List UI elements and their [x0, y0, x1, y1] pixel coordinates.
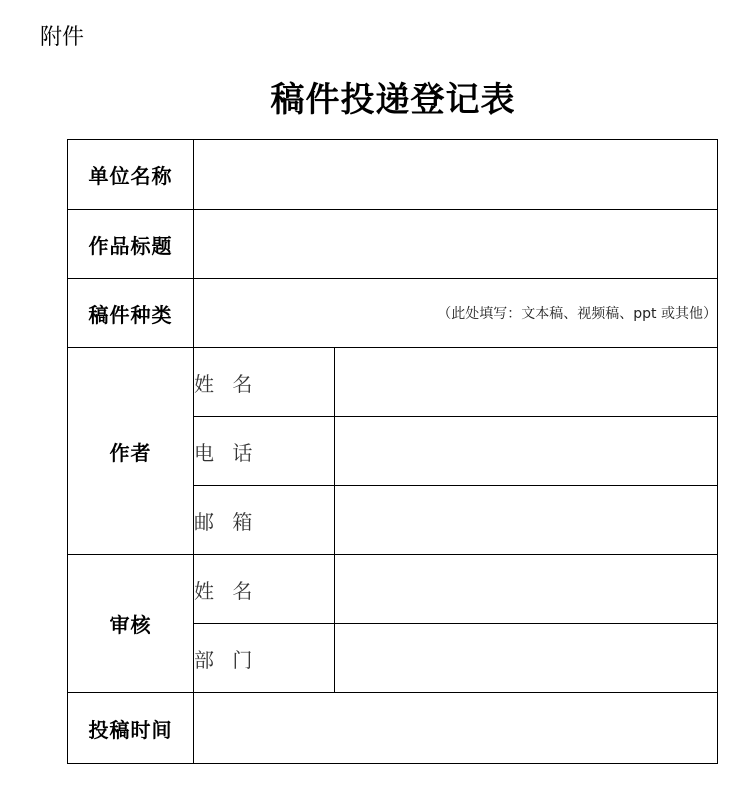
author-name-field[interactable]	[335, 348, 718, 417]
reviewer-name-field[interactable]	[335, 555, 718, 624]
row-unit-name	[68, 140, 718, 210]
reviewer-label: 审核	[68, 555, 194, 693]
author-email-field[interactable]	[335, 486, 718, 555]
author-phone-label: 电 话	[194, 417, 335, 486]
reviewer-dept-field[interactable]	[335, 624, 718, 693]
work-title-field[interactable]	[194, 210, 718, 279]
registration-table	[67, 139, 718, 764]
form-title: 稿件投递登记表	[270, 80, 516, 120]
row-reviewer-name	[68, 555, 718, 624]
submit-time-field[interactable]	[194, 693, 718, 764]
author-phone-field[interactable]	[335, 417, 718, 486]
reviewer-name-label: 姓 名	[194, 555, 335, 624]
reviewer-dept-label: 部 门	[194, 624, 335, 693]
row-manuscript-type	[68, 279, 718, 348]
attachment-label: 附件	[40, 25, 85, 50]
manuscript-type-hint: （此处填写：文本稿、视频稿、ppt 或其他）	[437, 306, 717, 322]
row-author-name	[68, 348, 718, 417]
row-work-title	[68, 210, 718, 279]
author-label: 作者	[68, 348, 194, 555]
author-email-label: 邮 箱	[194, 486, 335, 555]
author-name-label: 姓 名	[194, 348, 335, 417]
manuscript-type-field[interactable]	[194, 279, 718, 348]
manuscript-type-label: 稿件种类	[68, 279, 194, 348]
work-title-label: 作品标题	[68, 210, 194, 279]
row-submit-time	[68, 693, 718, 764]
unit-name-label: 单位名称	[68, 140, 194, 210]
submit-time-label: 投稿时间	[68, 693, 194, 764]
unit-name-field[interactable]	[194, 140, 718, 210]
